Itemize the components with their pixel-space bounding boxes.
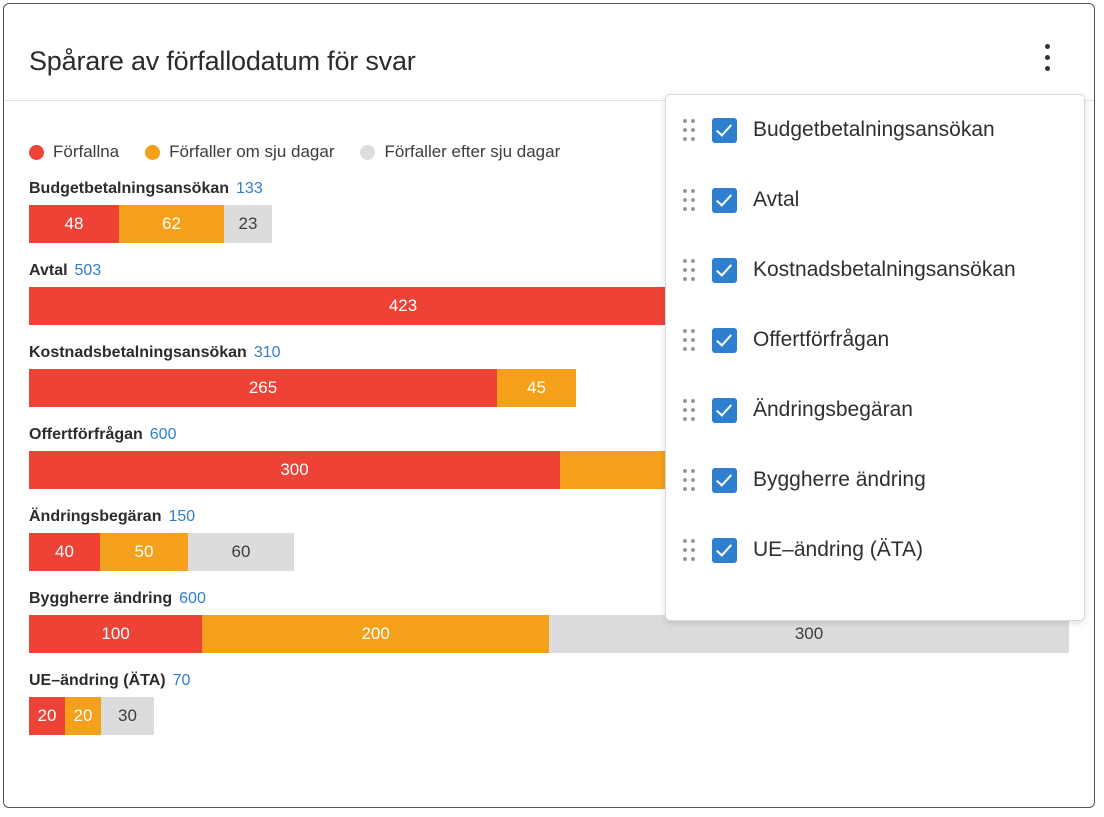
drag-dot xyxy=(691,338,695,342)
drag-dot xyxy=(691,487,695,491)
legend-item[interactable] xyxy=(360,142,560,162)
checkbox-checked-icon[interactable] xyxy=(712,188,737,213)
bar-total-value: 70 xyxy=(172,672,191,689)
drag-dot xyxy=(691,408,695,412)
kebab-dot xyxy=(1045,66,1050,71)
bar-segment[interactable]: 23 xyxy=(224,205,272,243)
bar-segment[interactable]: 60 xyxy=(188,533,294,571)
checkbox-checked-icon[interactable] xyxy=(712,118,737,143)
drag-dot xyxy=(691,548,695,552)
drag-handle-icon[interactable] xyxy=(680,257,698,283)
bar-segment[interactable]: 30 xyxy=(101,697,154,735)
drag-dot xyxy=(683,408,687,412)
dashboard-card xyxy=(3,3,1095,808)
series-selector-label: Avtal xyxy=(753,188,800,211)
bar-category-label: Budgetbetalningsansökan xyxy=(29,180,230,197)
drag-handle-icon[interactable] xyxy=(680,327,698,353)
bar-segment[interactable]: 50 xyxy=(100,533,188,571)
drag-dot xyxy=(683,417,687,421)
series-selector-panel xyxy=(665,94,1085,621)
drag-dot xyxy=(691,557,695,561)
drag-dot xyxy=(683,487,687,491)
drag-dot xyxy=(683,207,687,211)
checkbox-checked-icon[interactable] xyxy=(712,258,737,283)
series-selector-label: UE–ändring (ÄTA) xyxy=(753,538,924,561)
drag-dot xyxy=(691,198,695,202)
series-selector-row[interactable] xyxy=(666,235,1084,305)
bar-segment[interactable]: 300 xyxy=(29,451,560,489)
bar-category-label: Ändringsbegäran xyxy=(29,508,162,525)
card-header xyxy=(4,4,1094,100)
series-selector-row[interactable] xyxy=(666,95,1084,165)
drag-dot xyxy=(691,399,695,403)
drag-handle-icon[interactable] xyxy=(680,117,698,143)
drag-dot xyxy=(691,207,695,211)
drag-dot xyxy=(683,469,687,473)
drag-dot xyxy=(691,347,695,351)
bar-category-label: Byggherre ändring xyxy=(29,590,173,607)
bar-category-label: Offertförfrågan xyxy=(29,426,143,443)
drag-dot xyxy=(691,137,695,141)
series-selector-label: Budgetbetalningsansökan xyxy=(753,118,995,141)
drag-dot xyxy=(691,329,695,333)
bar-category-label: Avtal xyxy=(29,262,68,279)
checkbox-checked-icon[interactable] xyxy=(712,398,737,423)
drag-handle-icon[interactable] xyxy=(680,537,698,563)
drag-dot xyxy=(691,119,695,123)
series-selector-row[interactable] xyxy=(666,515,1084,585)
drag-dot xyxy=(683,539,687,543)
legend-label: Förfaller om sju dagar xyxy=(169,142,335,161)
drag-dot xyxy=(683,548,687,552)
bar-category-label: Kostnadsbetalningsansökan xyxy=(29,344,247,361)
bar-total-value: 150 xyxy=(168,508,196,525)
series-selector-label: Byggherre ändring xyxy=(753,468,926,491)
drag-dot xyxy=(683,137,687,141)
bar-segment[interactable]: 20 xyxy=(29,697,65,735)
drag-dot xyxy=(683,259,687,263)
legend-color-dot-icon xyxy=(145,145,160,160)
bar-segment[interactable]: 265 xyxy=(29,369,497,407)
drag-dot xyxy=(691,189,695,193)
bar-segment[interactable]: 423 xyxy=(29,287,777,325)
bar-total-value: 600 xyxy=(179,590,206,607)
series-selector-row[interactable] xyxy=(666,165,1084,235)
legend-item[interactable] xyxy=(29,142,119,162)
drag-dot xyxy=(683,338,687,342)
drag-dot xyxy=(691,417,695,421)
drag-dot xyxy=(683,347,687,351)
drag-dot xyxy=(683,277,687,281)
kebab-dot xyxy=(1045,55,1050,60)
drag-dot xyxy=(683,399,687,403)
bar-segment[interactable]: 40 xyxy=(29,533,100,571)
bar-group xyxy=(29,672,1069,735)
series-selector-row[interactable] xyxy=(666,375,1084,445)
bar-segment[interactable]: 100 xyxy=(29,615,202,653)
drag-dot xyxy=(683,478,687,482)
bar-segment[interactable]: 20 xyxy=(65,697,101,735)
page-title: Spårare av förfallodatum för svar xyxy=(29,46,416,76)
drag-dot xyxy=(691,277,695,281)
drag-dot xyxy=(683,557,687,561)
legend-item[interactable] xyxy=(145,142,334,162)
legend-color-dot-icon xyxy=(360,145,375,160)
kebab-dot xyxy=(1045,44,1050,49)
bar-segment[interactable]: 48 xyxy=(29,205,119,243)
drag-dot xyxy=(683,189,687,193)
bar-total-value: 133 xyxy=(236,180,263,197)
drag-dot xyxy=(683,268,687,272)
drag-dot xyxy=(683,128,687,132)
series-selector-row[interactable] xyxy=(666,445,1084,515)
bar-total-value: 503 xyxy=(74,262,102,279)
drag-dot xyxy=(691,469,695,473)
bar-total-value: 600 xyxy=(149,426,177,443)
series-selector-label: Offertförfrågan xyxy=(753,328,890,351)
bar-segment[interactable]: 300 xyxy=(549,615,1069,653)
series-selector-label: Ändringsbegäran xyxy=(753,398,913,421)
drag-dot xyxy=(691,539,695,543)
series-selector-row[interactable] xyxy=(666,305,1084,375)
bar-category-label: UE–ändring (ÄTA) xyxy=(29,672,166,689)
drag-handle-icon[interactable] xyxy=(680,467,698,493)
series-selector-label: Kostnadsbetalningsansökan xyxy=(753,258,1016,281)
bar-total-value: 310 xyxy=(253,344,281,361)
checkbox-checked-icon[interactable] xyxy=(712,538,737,563)
drag-dot xyxy=(683,119,687,123)
bar-track xyxy=(29,697,1069,735)
bar-label-row xyxy=(29,672,1069,690)
legend-label: Förfaller efter sju dagar xyxy=(384,142,561,161)
drag-dot xyxy=(691,259,695,263)
bar-segment[interactable]: 200 xyxy=(202,615,549,653)
legend-label: Förfallna xyxy=(53,142,120,161)
kebab-menu-icon[interactable] xyxy=(1036,44,1058,88)
chart-legend xyxy=(29,142,560,162)
drag-dot xyxy=(683,329,687,333)
checkbox-checked-icon[interactable] xyxy=(712,328,737,353)
drag-dot xyxy=(691,268,695,272)
drag-handle-icon[interactable] xyxy=(680,187,698,213)
drag-dot xyxy=(691,478,695,482)
legend-color-dot-icon xyxy=(29,145,44,160)
checkbox-checked-icon[interactable] xyxy=(712,468,737,493)
drag-dot xyxy=(691,128,695,132)
bar-segment[interactable]: 45 xyxy=(497,369,576,407)
drag-handle-icon[interactable] xyxy=(680,397,698,423)
drag-dot xyxy=(683,198,687,202)
bar-segment[interactable]: 62 xyxy=(119,205,224,243)
